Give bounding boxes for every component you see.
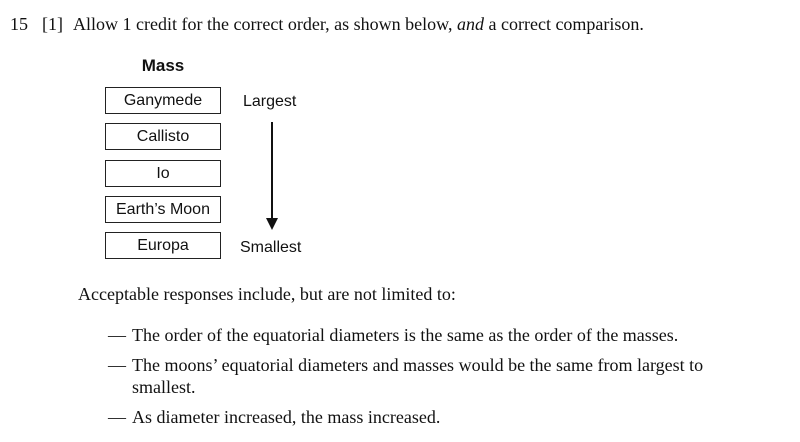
question-text-start: Allow 1 credit for the correct order, as shown below, (73, 14, 453, 34)
label-smallest: Smallest (240, 239, 302, 256)
moon-box-earths-moon: Earth’s Moon (105, 196, 221, 223)
moon-box-io: Io (105, 160, 221, 187)
dash-bullet: — (108, 325, 126, 345)
moon-box-europa: Europa (105, 232, 221, 259)
moon-box-callisto: Callisto (105, 123, 221, 150)
response-text: The order of the equatorial diameters is the same as the order of the masses. (132, 325, 679, 345)
response-item (108, 324, 728, 346)
mass-heading: Mass (141, 56, 185, 75)
acceptable-intro: Acceptable responses include, but are not limited to: (78, 284, 456, 304)
question-line (10, 13, 644, 35)
label-largest: Largest (243, 93, 297, 110)
dash-bullet: — (108, 407, 126, 427)
question-text-emphasis: and (457, 14, 484, 34)
question-text-end: a correct comparison. (488, 14, 644, 34)
moon-box-ganymede: Ganymede (105, 87, 221, 114)
response-text: As diameter increased, the mass increased. (132, 407, 441, 427)
response-item (108, 406, 728, 428)
down-arrow-icon (262, 120, 282, 232)
response-item (108, 354, 728, 398)
dash-bullet: — (108, 355, 126, 375)
credit-marker: [1] (42, 14, 63, 34)
response-text: The moons’ equatorial diameters and masses would be the same from largest to smallest. (132, 355, 704, 397)
question-number: 15 (10, 14, 28, 34)
